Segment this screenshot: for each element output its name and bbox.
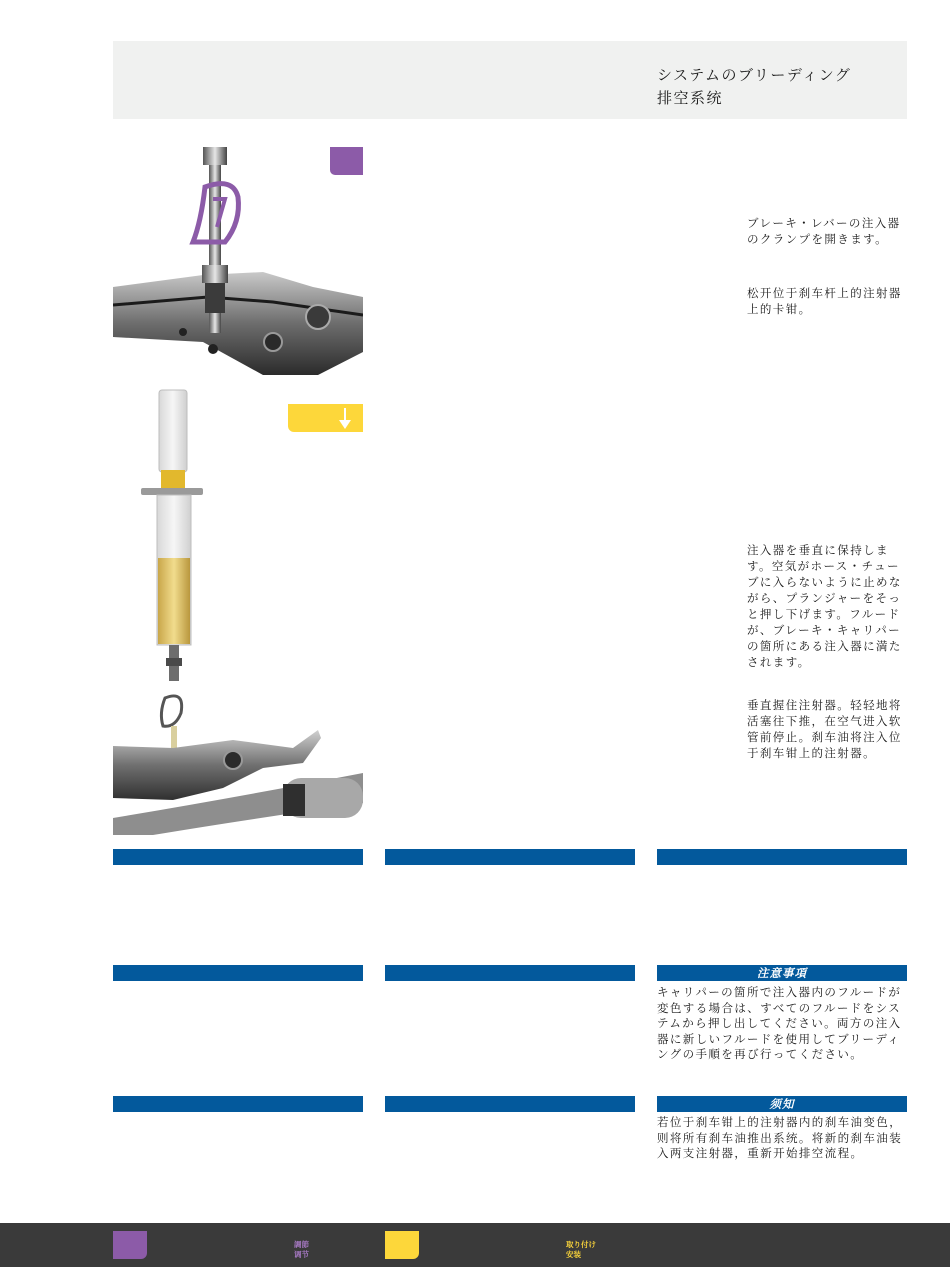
install-label-zh: 安装 — [566, 1250, 581, 1259]
notice-title-ja: 注意事項 — [657, 965, 907, 981]
notice-title-zh: 须知 — [657, 1096, 907, 1112]
install-footer-tab[interactable] — [385, 1231, 419, 1259]
install-footer-label[interactable] — [566, 1240, 596, 1260]
section-bar — [385, 849, 635, 865]
down-arrow-icon — [336, 406, 354, 432]
install-section-tab — [288, 404, 363, 432]
adjust-footer-label[interactable] — [294, 1240, 309, 1260]
step-instruction-ja: 注入器を垂直に保持します。空気がホース・チューブに入らないように止めながら、プランジャーをそっと押し下げます。フルードが、ブレーキ・キャリパーの箇所にある注入器に満たされます。 — [747, 543, 902, 669]
page-title-zh: 排空系统 — [657, 89, 724, 107]
adjust-label-zh: 调节 — [294, 1250, 309, 1259]
section-bar — [113, 965, 363, 981]
brake-lever-clamp-image — [113, 147, 363, 375]
section-bar — [385, 965, 635, 981]
notice-text-zh: 若位于刹车钳上的注射器内的刹车油变色，则将所有刹车油推出系统。将新的刹车油装入两支注射器，重新开始排空流程。 — [657, 1115, 903, 1160]
step-instruction-zh: 松开位于刹车杆上的注射器上的卡钳。 — [747, 286, 902, 316]
section-bar — [113, 1096, 363, 1112]
section-bar — [113, 849, 363, 865]
page-title-ja: システムのブリーディング — [657, 66, 852, 84]
syringe-push-image — [113, 388, 363, 835]
page-title — [657, 64, 851, 110]
install-label-ja: 取り付け — [566, 1240, 596, 1249]
section-bar — [385, 1096, 635, 1112]
adjust-section-tab — [330, 147, 363, 175]
adjust-footer-tab[interactable] — [113, 1231, 147, 1259]
step-instruction-ja: ブレーキ・レバーの注入器のクランプを開きます。 — [747, 216, 901, 246]
adjust-label-ja: 調節 — [294, 1240, 309, 1249]
notice-text-ja: キャリパーの箇所で注入器内のフルードが変色する場合は、すべてのフルードをシステムから押し出してください。両方の注入器に新しいフルードを使用してブリーディングの手順を再び行ってください。 — [657, 985, 902, 1061]
step-instruction-zh: 垂直握住注射器。轻轻地将活塞往下推，在空气进入软管前停止。刹车油将注入位于刹车钳上的注射器。 — [747, 698, 902, 760]
section-bar — [657, 849, 907, 865]
